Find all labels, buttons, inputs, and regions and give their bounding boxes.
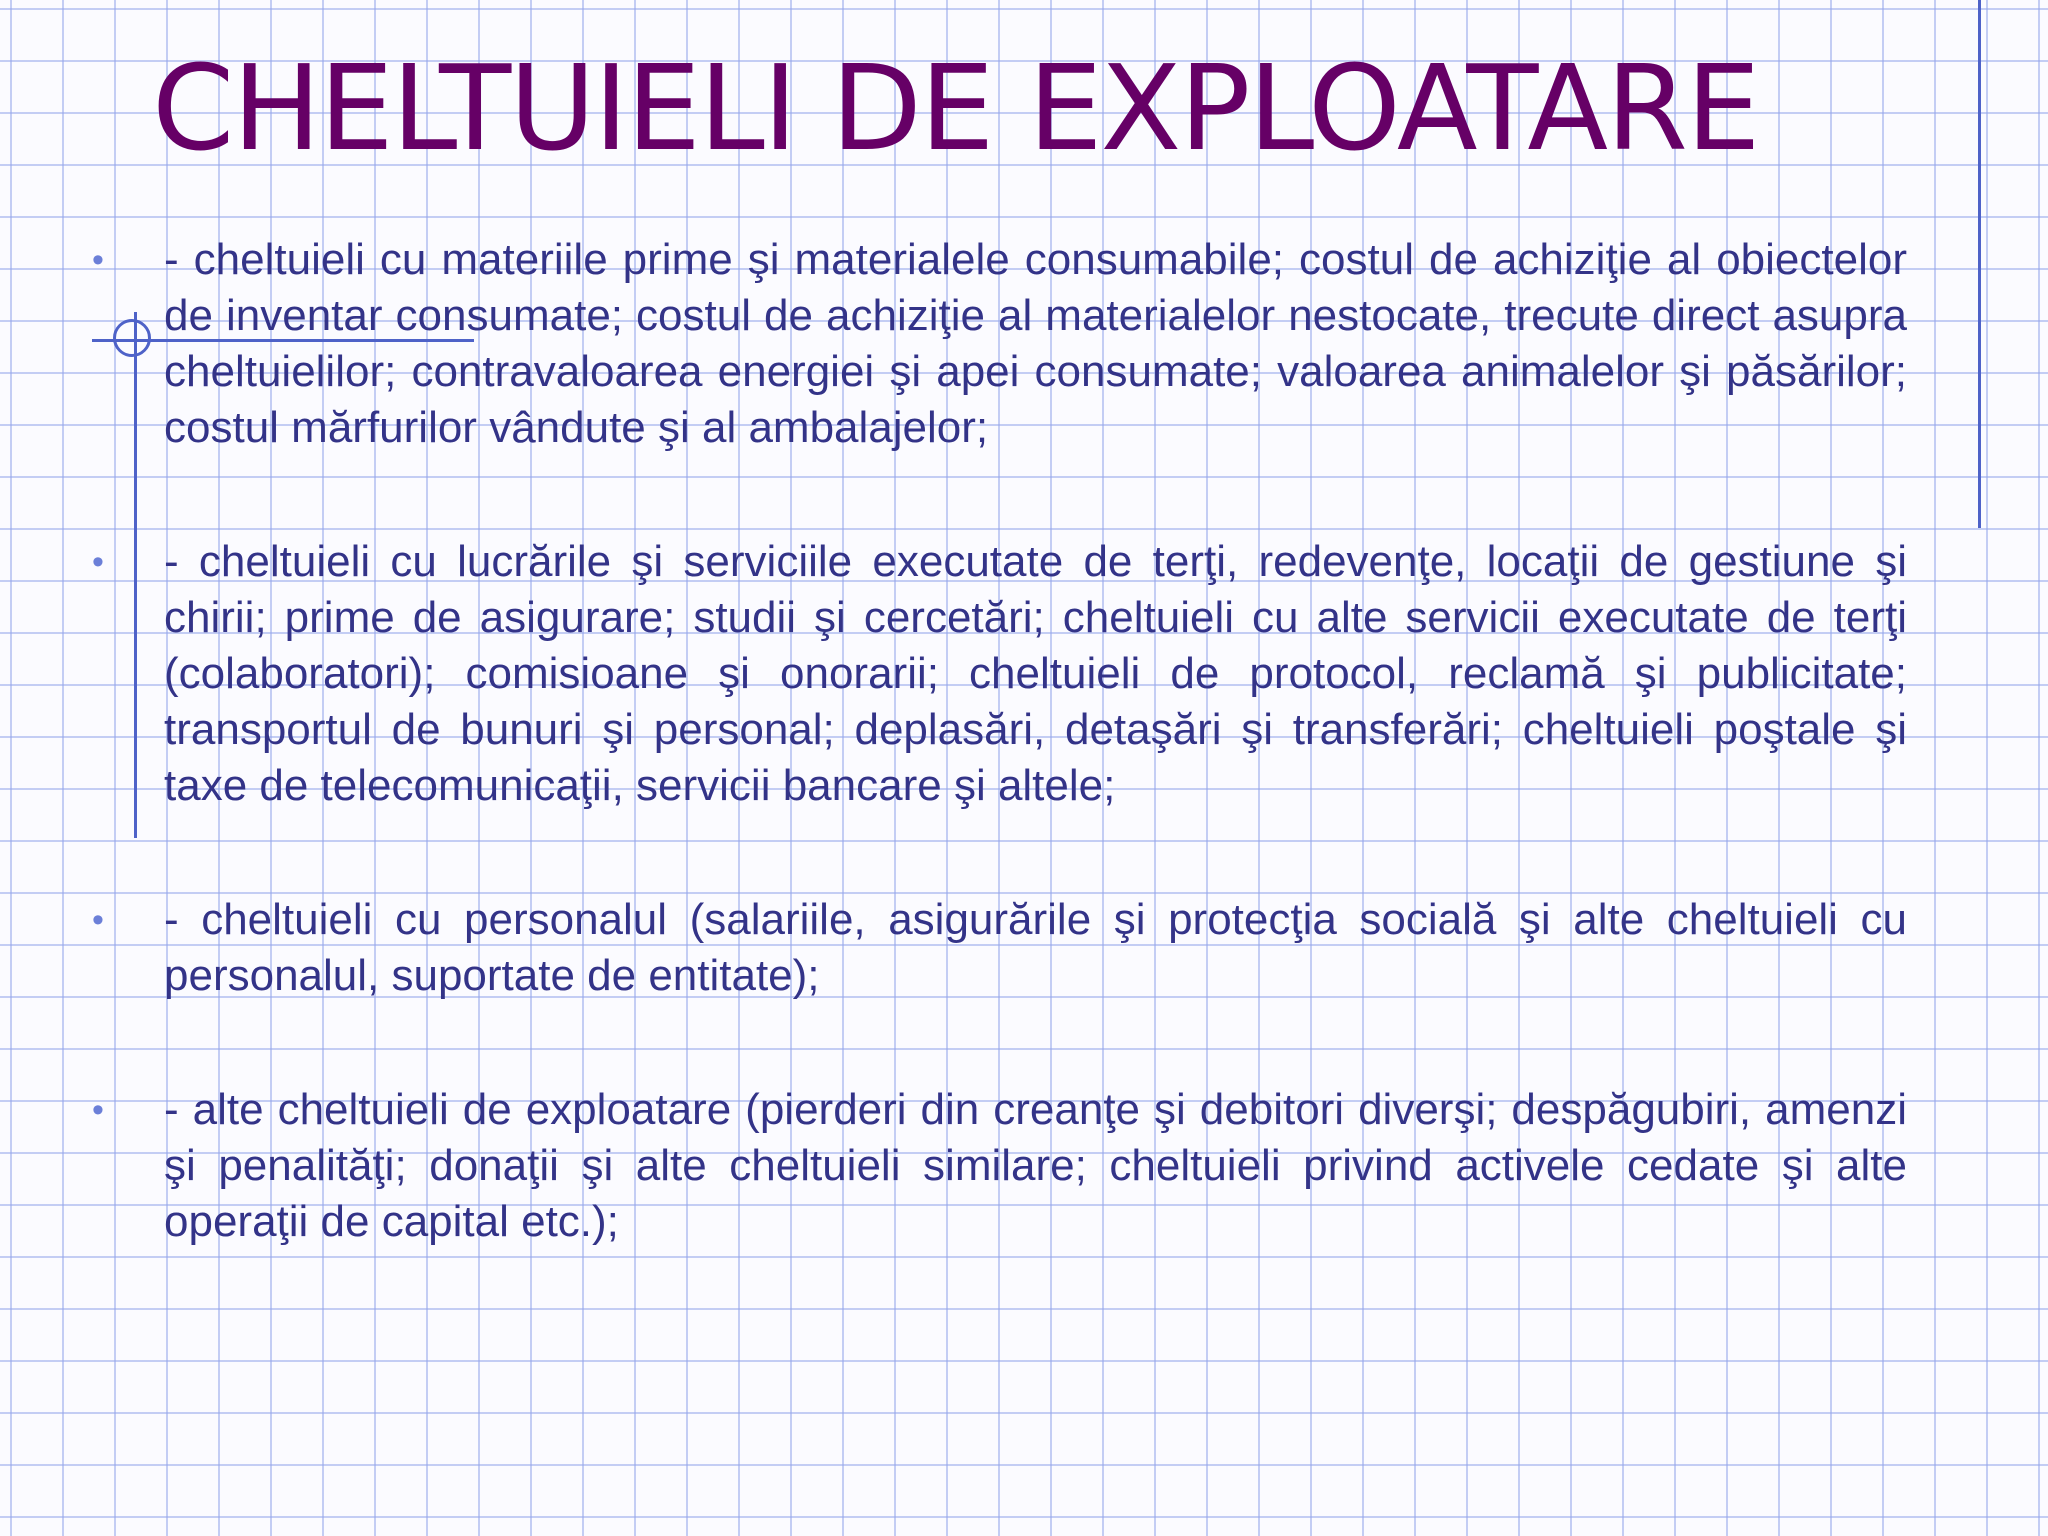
bullet-text-other-expenses: - alte cheltuieli de exploatare (pierderi din creanţe şi debitori diverşi; despăgubiri, amenzi şi penalităţi; donaţii şi alte cheltuieli similare; cheltuieli privind activele cedate şi alte operaţii de capital etc.); — [164, 1085, 1907, 1246]
bullet-text-third-party-services: - cheltuieli cu lucrările şi serviciile executate de terţi, redevenţe, locaţii de gestiune şi chirii; prime de asigurare; studii şi cercetări; cheltuieli cu alte servicii executate de terţi (colaboratori); comisioane şi onorarii; cheltuieli de protocol, reclamă şi publicitate; transportul de bunuri şi personal; deplasări, detaşări şi transferări; cheltuieli poştale şi taxe de telecomunicaţii, servicii bancare şi altele; — [164, 537, 1907, 810]
slide-title: CHELTUIELI DE EXPLOATARE — [152, 39, 1759, 177]
bullet-item-personnel — [92, 892, 1907, 1004]
bullet-icon: • — [92, 241, 104, 279]
bullet-icon: • — [92, 543, 104, 581]
bullet-list — [92, 232, 1907, 1250]
bullet-item-other-expenses — [92, 1082, 1907, 1250]
margin-rule-right — [1978, 0, 1981, 528]
bullet-icon: • — [92, 901, 104, 939]
bullet-item-materials — [92, 232, 1907, 456]
bullet-icon: • — [92, 1091, 104, 1129]
bullet-text-personnel: - cheltuieli cu personalul (salariile, asigurările şi protecţia socială şi alte cheltuieli cu personalul, suportate de entitate); — [164, 895, 1907, 1000]
bullet-item-third-party-services — [92, 534, 1907, 814]
bullet-text-materials: - cheltuieli cu materiile prime şi materialele consumabile; costul de achiziţie al obiectelor de inventar consumate; costul de achiziţie al materialelor nestocate, trecute direct asupra cheltuielilor; contravaloarea energiei şi apei consumate; valoarea animalelor şi păsărilor; costul mărfurilor vândute şi al ambalajelor; — [164, 235, 1907, 452]
